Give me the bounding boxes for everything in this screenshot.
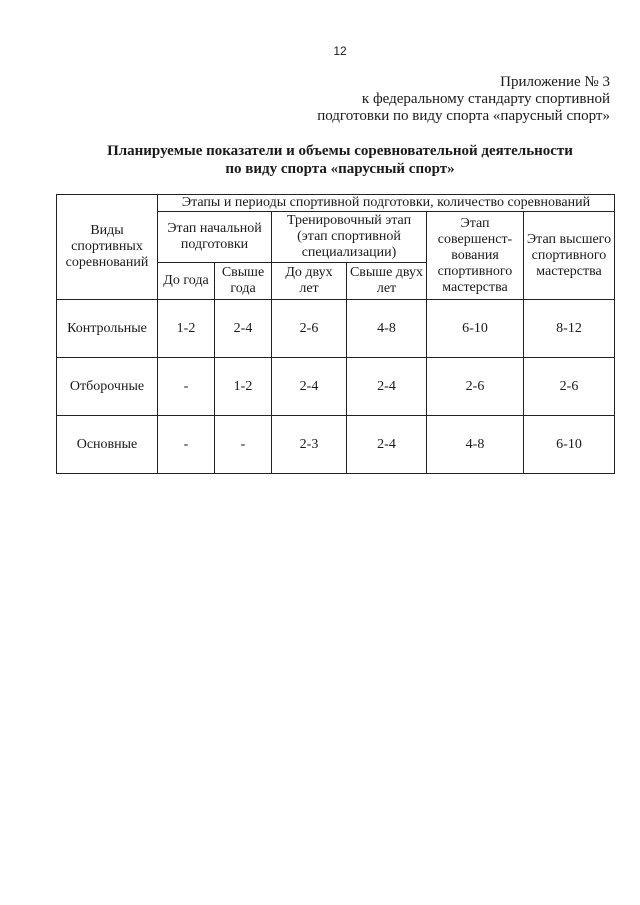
table-cell: - [215, 416, 272, 474]
stage-initial-header: Этап начальной подготовки [158, 212, 272, 263]
table-cell: 2-6 [524, 358, 615, 416]
sub-header-initial-over-year: Свыше года [215, 263, 272, 300]
table-cell: 1-2 [215, 358, 272, 416]
table-cell: 6-10 [427, 300, 524, 358]
sub-header-training-up-to-two: До двух лет [272, 263, 347, 300]
table-row [57, 300, 615, 358]
table-cell: - [158, 358, 215, 416]
appendix-header [317, 74, 610, 125]
stage-highest-header: Этап высшего спортивного мастерства [524, 212, 615, 300]
table-cell: 2-4 [215, 300, 272, 358]
table-cell: 2-4 [272, 358, 347, 416]
row-name: Основные [57, 416, 158, 474]
appendix-line-2: к федеральному стандарту спортивной [361, 91, 610, 107]
table-cell: 2-6 [272, 300, 347, 358]
top-header-cell: Этапы и периоды спортивной подготовки, количество соревнований [158, 195, 615, 212]
table-cell: 2-4 [347, 416, 427, 474]
sub-header-training-over-two: Свыше двух лет [347, 263, 427, 300]
title-line-2: по виду спорта «парусный спорт» [225, 161, 455, 177]
row-header-cell: Виды спортивных соревнований [57, 195, 158, 300]
row-name: Отборочные [57, 358, 158, 416]
table-cell: 2-3 [272, 416, 347, 474]
table-row [57, 358, 615, 416]
table-cell: - [158, 416, 215, 474]
sub-header-initial-up-to-year: До года [158, 263, 215, 300]
row-name: Контрольные [57, 300, 158, 358]
table-cell: 6-10 [524, 416, 615, 474]
table-cell: 4-8 [427, 416, 524, 474]
document-title [40, 142, 640, 178]
table-cell: 2-6 [427, 358, 524, 416]
appendix-line-1: Приложение № 3 [500, 74, 610, 90]
table-cell: 4-8 [347, 300, 427, 358]
appendix-line-3: подготовки по виду спорта «парусный спорт» [317, 108, 610, 124]
table-row [57, 416, 615, 474]
title-line-1: Планируемые показатели и объемы соревновательной деятельности [107, 143, 573, 159]
table-cell: 1-2 [158, 300, 215, 358]
table-cell: 8-12 [524, 300, 615, 358]
stage-improvement-header: Этап совершенст- вования спортивного мастерства [427, 212, 524, 300]
table-cell: 2-4 [347, 358, 427, 416]
competition-table [56, 194, 615, 474]
stage-training-header: Тренировочный этап (этап спортивной специализации) [272, 212, 427, 263]
page-number: 12 [333, 44, 347, 58]
